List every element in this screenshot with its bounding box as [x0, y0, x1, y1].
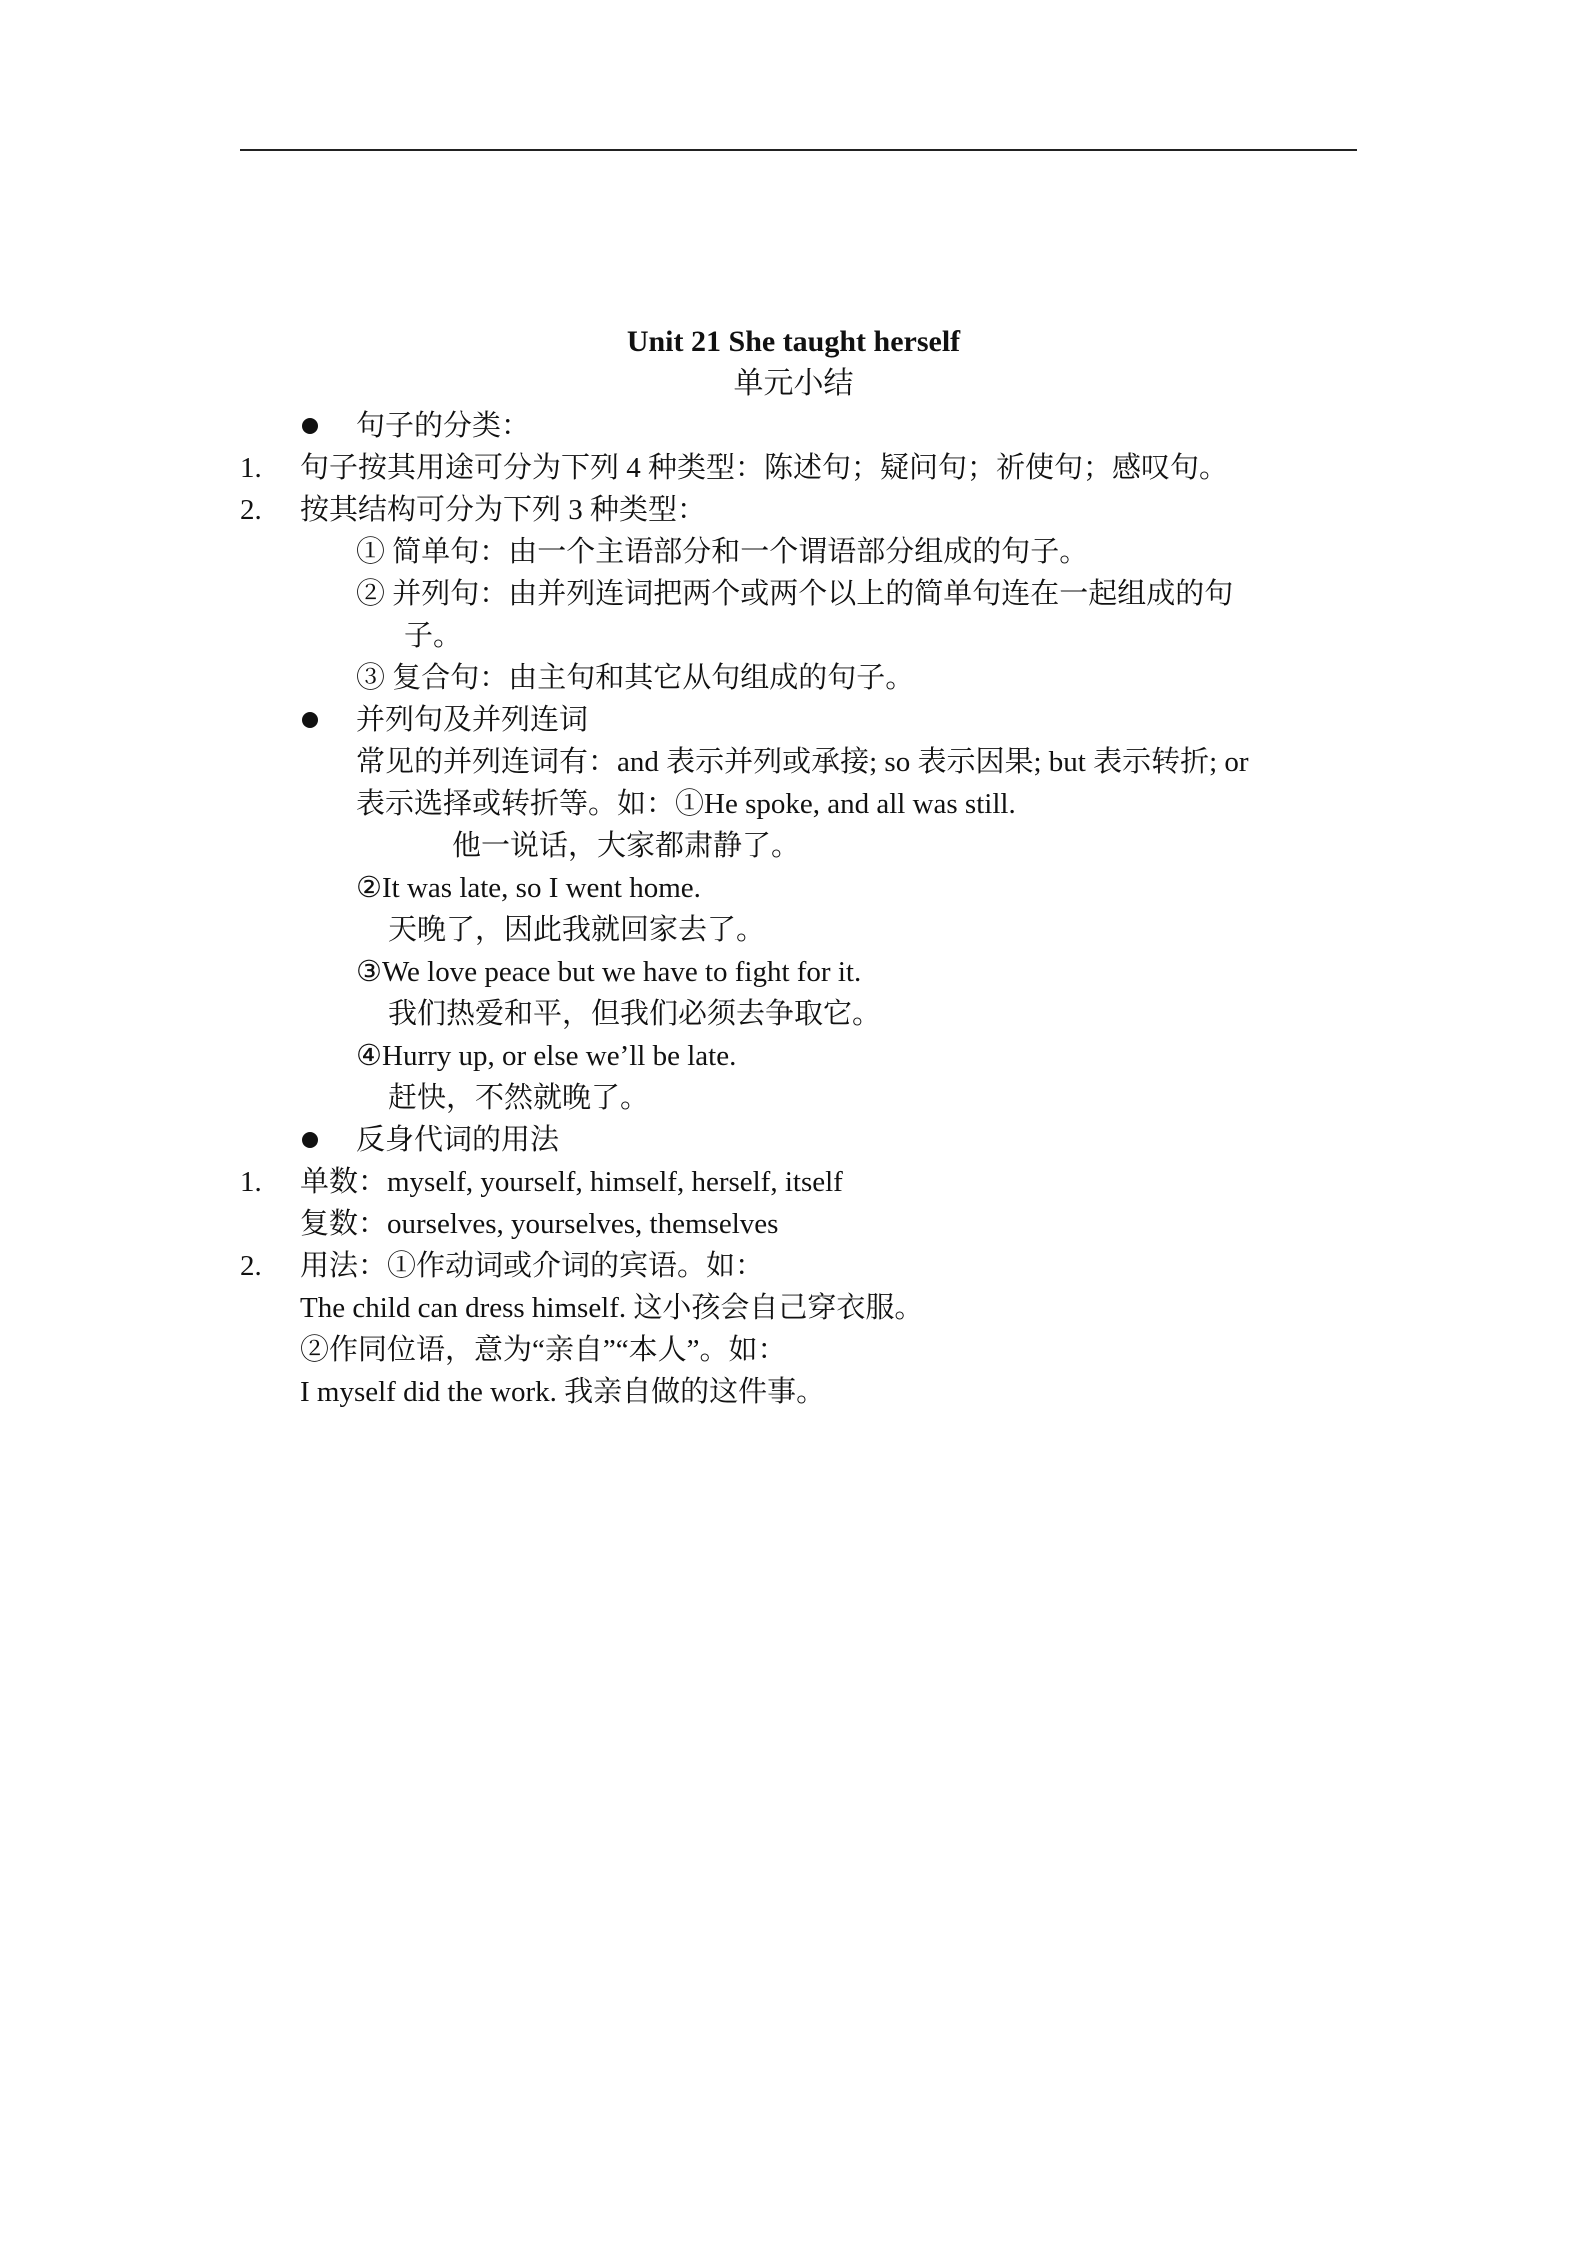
bullet-icon: [302, 712, 318, 728]
list-number: 2.: [240, 1250, 262, 1282]
example-sentence: ③We love peace but we have to fight for it.: [356, 956, 862, 988]
document-title: Unit 21 She taught herself: [626, 325, 961, 358]
section-heading-sentence-types: 句子的分类：: [356, 410, 531, 442]
usage-appositive: ②作同位语，意为“亲自”“本人”。如：: [300, 1334, 787, 1366]
list-number: 2.: [240, 494, 262, 526]
list-item-by-structure: 按其结构可分为下列 3 种类型：: [300, 494, 707, 526]
example-translation: 我们热爱和平，但我们必须去争取它。: [388, 998, 882, 1030]
list-number: 1.: [240, 452, 262, 484]
header-rule: [240, 149, 1357, 151]
paragraph-line: 常见的并列连词有：and 表示并列或承接; so 表示因果; but 表示转折; or: [356, 746, 1249, 778]
example-translation: 赶快，不然就晚了。: [388, 1082, 650, 1114]
example-sentence: The child can dress himself. 这小孩会自己穿衣服。: [300, 1292, 924, 1324]
section-heading-reflexive: 反身代词的用法: [356, 1124, 560, 1156]
example-translation: 他一说话，大家都肃静了。: [452, 830, 801, 862]
list-item-plural: 复数：ourselves, yourselves, themselves: [300, 1208, 779, 1240]
sub-item-compound-sentence: ② 并列句：由并列连词把两个或两个以上的简单句连在一起组成的句: [356, 578, 1234, 610]
list-number: 1.: [240, 1166, 262, 1198]
example-translation: 天晚了，因此我就回家去了。: [388, 914, 766, 946]
example-sentence: ②It was late, so I went home.: [356, 872, 701, 904]
example-sentence: ④Hurry up, or else we’ll be late.: [356, 1040, 737, 1072]
paragraph-line: 表示选择或转折等。如：①He spoke, and all was still.: [356, 788, 1016, 820]
document-subtitle: 单元小结: [733, 367, 854, 400]
list-item-usage: 用法：①作动词或介词的宾语。如：: [300, 1250, 765, 1282]
list-item-singular: 单数：myself, yourself, himself, herself, itself: [300, 1166, 843, 1198]
sub-item-compound-sentence-cont: 子。: [404, 620, 463, 652]
bullet-icon: [302, 418, 318, 434]
list-item-by-use: 句子按其用途可分为下列 4 种类型：陈述句；疑问句；祈使句；感叹句。: [300, 452, 1229, 484]
sub-item-complex-sentence: ③ 复合句：由主句和其它从句组成的句子。: [356, 662, 915, 694]
sub-item-simple-sentence: ① 简单句：由一个主语部分和一个谓语部分组成的句子。: [356, 536, 1089, 568]
bullet-icon: [302, 1132, 318, 1148]
example-sentence: I myself did the work. 我亲自做的这件事。: [300, 1376, 826, 1408]
section-heading-compound: 并列句及并列连词: [356, 704, 589, 736]
